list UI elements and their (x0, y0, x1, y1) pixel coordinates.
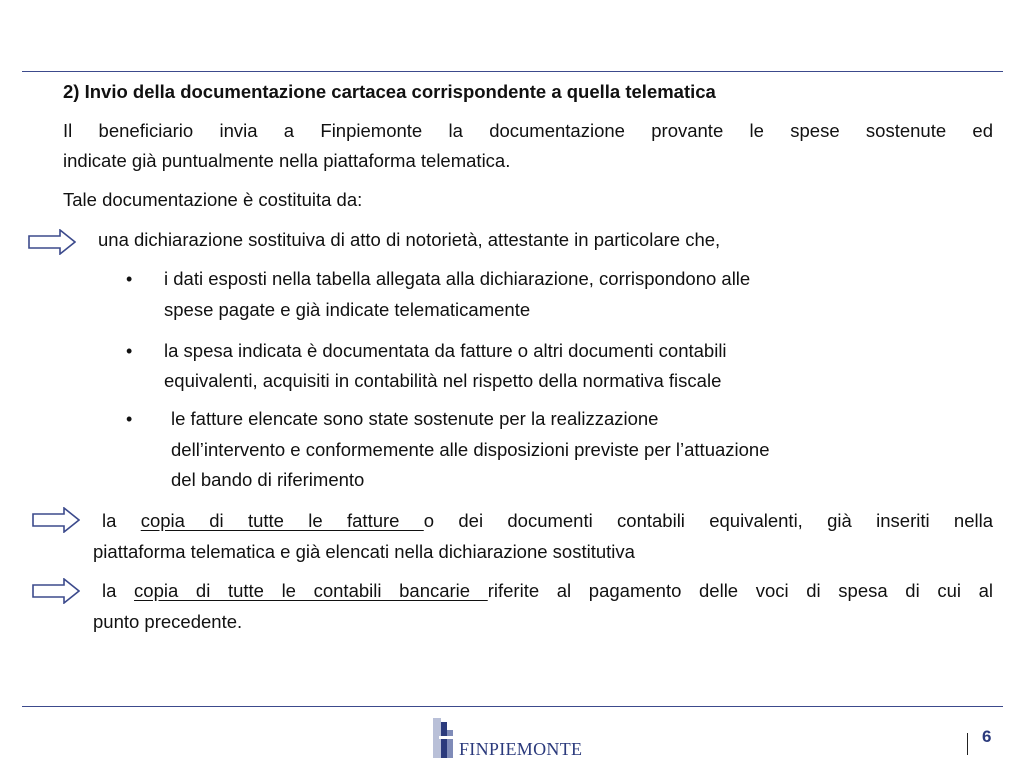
item3-rest: riferite al pagamento delle voci di spesa di cui al (487, 580, 994, 601)
item3-prefix: la (102, 580, 135, 601)
logo-text: FINPIEMONTE (459, 739, 583, 759)
bullet2-line1: la spesa indicata è documentata da fatture o altri documenti contabili (164, 340, 727, 361)
bullet2-line2: equivalenti, acquisiti in contabilità nel rispetto della normativa fiscale (164, 370, 722, 391)
bullet1-line1: i dati esposti nella tabella allegata alla dichiarazione, corrispondono alle (164, 268, 751, 289)
item2-rest: o dei documenti contabili equivalenti, già inseriti nella (423, 510, 993, 531)
page-separator (967, 733, 968, 755)
top-divider (22, 71, 1003, 72)
intro-line-1: Il beneficiario invia a Finpiemonte la documentazione provante le spese sostenute ed (63, 120, 993, 141)
bullet3-line3: del bando di riferimento (171, 469, 365, 490)
item3-line1 (102, 580, 993, 602)
right-arrow-icon (32, 578, 80, 604)
bullet-icon: • (126, 269, 133, 289)
item2-line2: piattaforma telematica e già elencati nella dichiarazione sostitutiva (93, 541, 635, 562)
bottom-divider (22, 706, 1003, 707)
bullet-icon: • (126, 409, 133, 429)
bullet1-line2: spese pagate e già indicate telematicamente (164, 299, 531, 320)
bullet3-line2: dell’intervento e conformemente alle disposizioni previste per l’attuazione (171, 439, 770, 460)
right-arrow-icon (32, 507, 80, 533)
bullet-icon: • (126, 341, 133, 361)
lead-text: Tale documentazione è costituita da: (63, 189, 363, 210)
bullet3-line1: le fatture elencate sono state sostenute per la realizzazione (171, 408, 659, 429)
item2-underlined: copia di tutte le fatture (140, 510, 424, 531)
right-arrow-icon (28, 229, 76, 255)
intro-line-2: indicate già puntualmente nella piattaforma telematica. (63, 150, 511, 171)
item3-line2: punto precedente. (93, 611, 243, 632)
item3-underlined: copia di tutte le contabili bancarie (134, 580, 488, 601)
slide-heading: 2) Invio della documentazione cartacea corrispondente a quella telematica (63, 81, 716, 102)
item2-prefix: la (102, 510, 141, 531)
item2-line1 (102, 510, 993, 532)
page-number: 6 (982, 727, 992, 746)
item1-text: una dichiarazione sostituiva di atto di notorietà, attestante in particolare che, (98, 229, 721, 250)
